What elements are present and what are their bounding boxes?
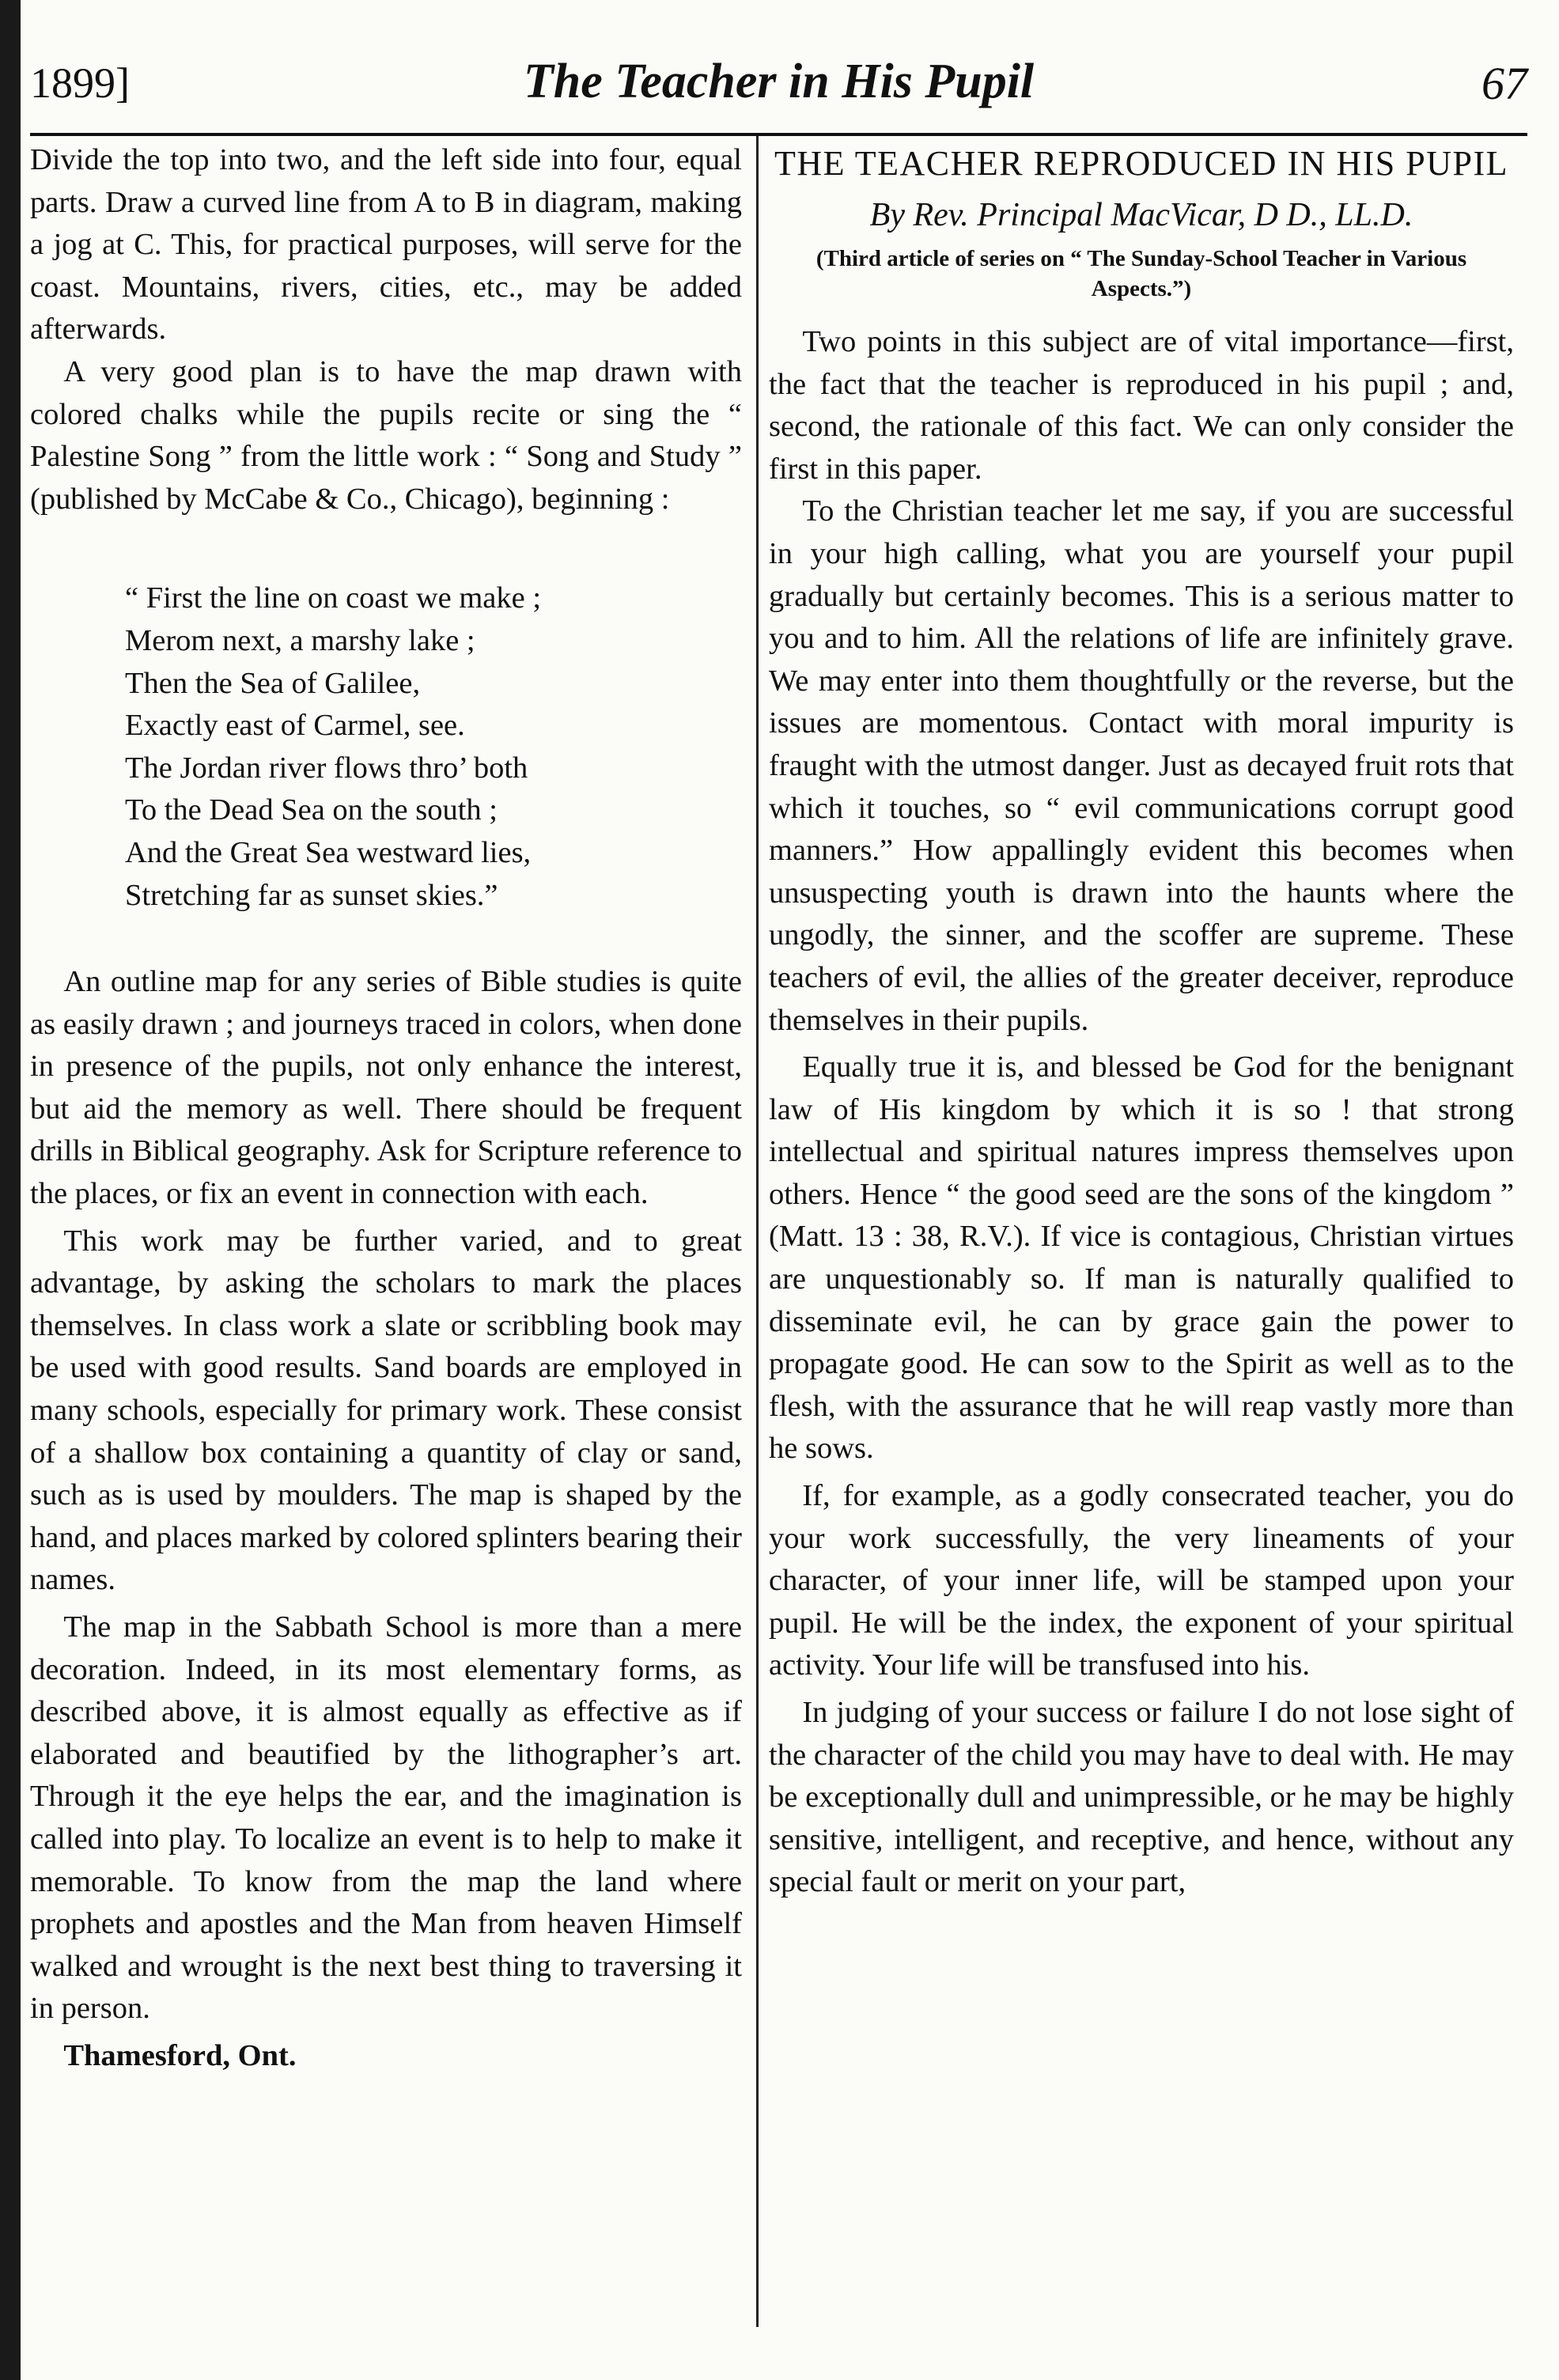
page-number: 67 [1481,58,1527,109]
poem-line: Stretching far as sunset skies.” [125,878,498,912]
right-paragraph-5: In judging of your success or failure I do not lose sight of the character of the child you may have to deal with. He may be exceptionally dull and unimpressible, or he may be highly sensitive, intelligent, and receptive, and hence, without any special fault or merit on your part, [769,1696,1514,1899]
left-column [30,139,742,2078]
series-note: (Third article of series on “ The Sunday-School Teacher in Various Aspects.”) [815,246,1467,301]
left-paragraph-4: This work may be further varied, and to great advantage, by asking the scholars to mark the places themselves. In class work a slate or scribbling book may be used with good results. Sand boards are employed in many schools, especially for primary work. These consist of a shallow box containing a quantity of clay or sand, such as is used by moulders. The map is shaped by the hand, and places marked by colored splinters bearing their names. [30,1224,742,1597]
article-title: THE TEACHER REPRODUCED IN HIS PUPIL [774,144,1509,183]
right-column [769,139,1514,1904]
signature: Thamesford, Ont. [63,2038,297,2072]
left-paragraph-5: The map in the Sabbath School is more than a mere decoration. Indeed, in its most elementary forms, as described above, it is almost equally as effective as if elaborated and beautified by the lithographer’s art. Through it the eye helps the ear, and the imagination is called into play. To localize an event is to help to make it memorable. To know from the map the land where prophets and apostles and the Man from heaven Himself walked and wrought is the next best thing to traversing it in person. [30,1610,742,2026]
poem-line: And the Great Sea westward lies, [125,835,532,869]
poem-line: Merom next, a marshy lake ; [125,623,475,657]
right-paragraph-4: If, for example, as a godly consecrated teacher, you do your work successfully, the very lineaments of your character, of your inner life, will be stamped upon your pupil. He will be the index, the exponent of your spiritual activity. Your life will be transfused into his. [769,1479,1514,1682]
header-year: 1899] [30,59,130,107]
right-paragraph-2: To the Christian teacher let me say, if you are successful in your high calling, what you are yourself your pupil gradually but certainly becomes. This is a serious matter to you and to him. All the relations of life are infinitely grave. We may enter into them thoughtfully or the reverse, but the issues are momentous. Contact with moral impurity is fraught with the utmost danger. Just as decayed fruit rots that which it touches, so “ evil communications corrupt good manners.” How appallingly evident this becomes when unsuspecting youth is drawn into the haunts where the ungodly, the sinner, and the scoffer are supreme. These teachers of evil, the allies of the greater deceiver, reproduce themselves in their pupils. [769,494,1514,1037]
column-divider [756,136,759,2327]
poem-line: “ First the line on coast we make ; [125,581,542,615]
article-byline: By Rev. Principal MacVicar, D D., LL.D. [869,197,1413,233]
header-rule [30,133,1527,136]
poem-line: The Jordan river flows thro’ both [125,751,528,785]
right-paragraph-3: Equally true it is, and blessed be God for the benignant law of His kingdom by which it is so ! that strong intellectual and spiritual natures impress themselves upon others. Hence “ the good seed are the sons of the kingdom ” (Matt. 13 : 38, R.V.). If vice is contagious, Christian virtues are unquestionably so. If man is naturally qualified to disseminate evil, he can by grace gain the power to propagate good. He can sow to the Spirit as well as to the flesh, with the assurance that he will reap vastly more than he sows. [769,1050,1514,1466]
poem-line: Then the Sea of Galilee, [125,666,421,700]
palestine-song-poem [125,577,742,917]
left-paragraph-3: An outline map for any series of Bible studies is quite as easily drawn ; and journeys traced in colors, when done in presence of the pupils, not only enhance the interest, but aid the memory as well. There should be frequent drills in Biblical geography. Ask for Scripture reference to the places, or fix an event in connection with each. [30,965,742,1211]
left-paragraph-1: Divide the top into two, and the left side into four, equal parts. Draw a curved line from A to B in diagram, making a jog at C. This, for practical purposes, will serve for the coast. Mountains, rivers, cities, etc., may be added afterwards. [30,143,742,346]
page-header [30,47,1527,134]
right-paragraph-1: Two points in this subject are of vital importance—first, the fact that the teacher is reproduced in his pupil ; and, second, the rationale of this fact. We can only consider the first in this paper. [769,325,1514,486]
running-title: The Teacher in His Pupil [523,55,1035,108]
left-paragraph-2: A very good plan is to have the map drawn with colored chalks while the pupils recite or sing the “ Palestine Song ” from the little work : “ Song and Study ” (published by McCabe & Co., Chicago), beginning : [30,354,742,516]
binding-edge [0,0,21,2380]
poem-line: Exactly east of Carmel, see. [125,709,465,743]
poem-line: To the Dead Sea on the south ; [125,793,498,827]
